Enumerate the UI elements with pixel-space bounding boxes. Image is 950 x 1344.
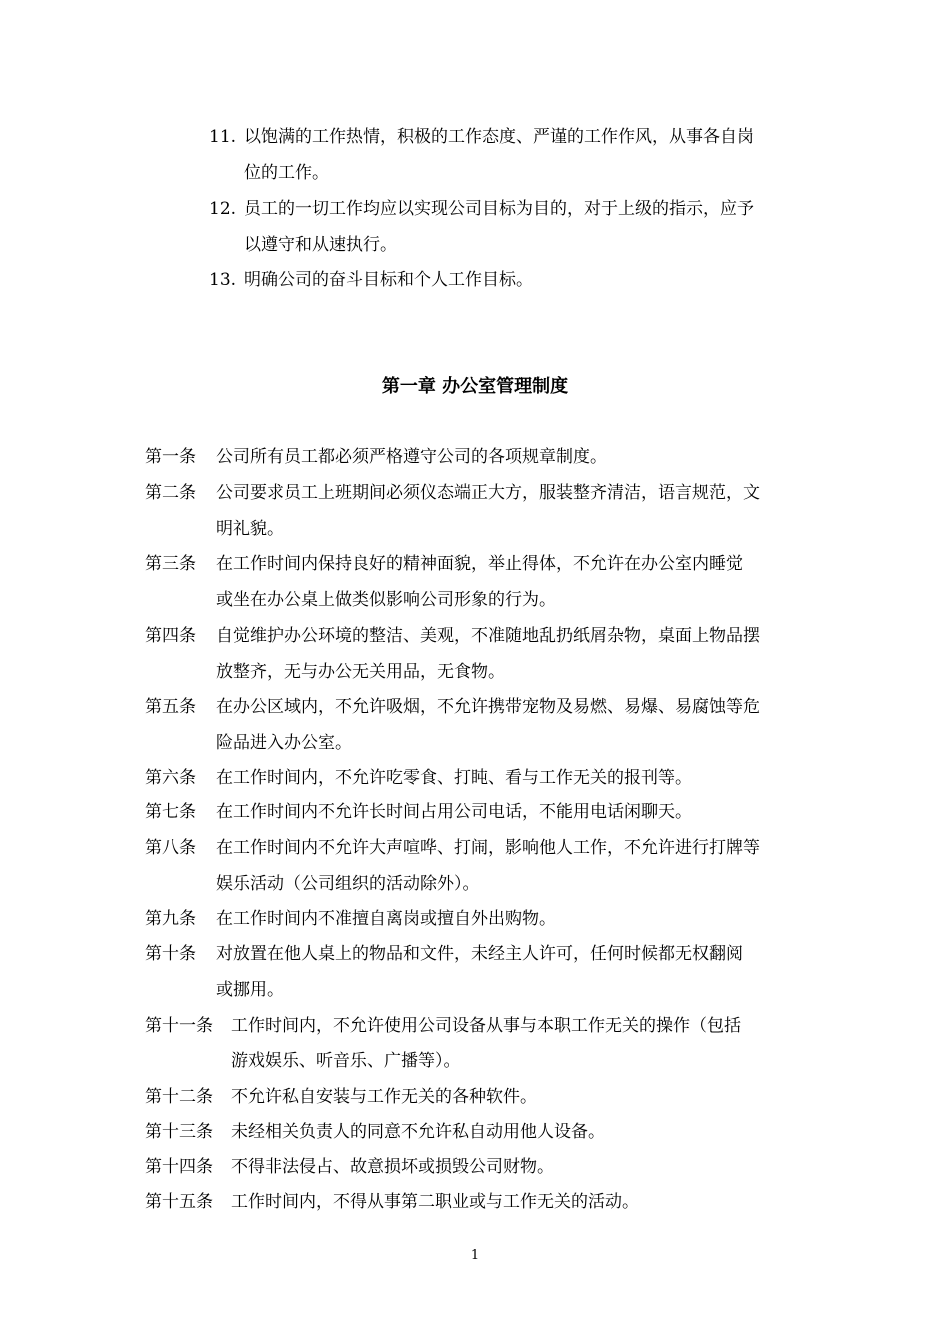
article-text: 公司要求员工上班期间必须仪态端正大方，服装整齐清洁，语言规范，文	[216, 483, 760, 503]
article-text: 未经相关负责人的同意不允许私自动用他人设备。	[231, 1122, 605, 1142]
article-label: 第十五条	[145, 1192, 213, 1212]
list-item-text: 员工的一切工作均应以实现公司目标为目的，对于上级的指示，应予	[244, 199, 754, 219]
article-text: 在工作时间内保持良好的精神面貌，举止得体，不允许在办公室内睡觉	[216, 554, 743, 574]
article-label: 第七条	[145, 802, 196, 822]
list-item-text: 以遵守和从速执行。	[244, 235, 397, 255]
article-label: 第十四条	[145, 1157, 213, 1177]
article-text: 对放置在他人桌上的物品和文件，未经主人许可，任何时候都无权翻阅	[216, 944, 743, 964]
article-text: 放整齐，无与办公无关用品，无食物。	[216, 662, 505, 682]
list-item-text: 以饱满的工作热情，积极的工作态度、严谨的工作作风，从事各自岗	[244, 127, 754, 147]
article-label: 第八条	[145, 838, 196, 858]
article-label: 第三条	[145, 554, 196, 574]
article-text: 娱乐活动（公司组织的活动除外）。	[216, 874, 480, 894]
list-item-text: 明确公司的奋斗目标和个人工作目标。	[244, 270, 533, 290]
list-item-number: 11.	[209, 127, 237, 147]
article-label: 第十一条	[145, 1016, 213, 1036]
article-label: 第十二条	[145, 1087, 213, 1107]
article-text: 在工作时间内不允许长时间占用公司电话，不能用电话闲聊天。	[216, 802, 692, 822]
article-label: 第六条	[145, 768, 196, 788]
article-text: 在工作时间内，不允许吃零食、打盹、看与工作无关的报刊等。	[216, 768, 692, 788]
article-label: 第四条	[145, 626, 196, 646]
article-text: 明礼貌。	[216, 519, 284, 539]
article-label: 第五条	[145, 697, 196, 717]
article-label: 第二条	[145, 483, 196, 503]
article-text: 公司所有员工都必须严格遵守公司的各项规章制度。	[216, 447, 607, 467]
article-text: 游戏娱乐、听音乐、广播等）。	[231, 1051, 461, 1071]
article-text: 工作时间内，不允许使用公司设备从事与本职工作无关的操作（包括	[231, 1016, 741, 1036]
article-text: 或挪用。	[216, 980, 284, 1000]
article-text: 不允许私自安装与工作无关的各种软件。	[231, 1087, 537, 1107]
article-text: 自觉维护办公环境的整洁、美观，不准随地乱扔纸屑杂物，桌面上物品摆	[216, 626, 760, 646]
article-text: 或坐在办公桌上做类似影响公司形象的行为。	[216, 590, 556, 610]
list-item-number: 13.	[209, 270, 237, 290]
list-item-number: 12.	[209, 199, 237, 219]
article-label: 第九条	[145, 909, 196, 929]
article-text: 在工作时间内不允许大声喧哗、打闹，影响他人工作，不允许进行打牌等	[216, 838, 760, 858]
article-text: 在工作时间内不准擅自离岗或擅自外出购物。	[216, 909, 556, 929]
list-item-text: 位的工作。	[244, 163, 329, 183]
article-text: 不得非法侵占、故意损坏或损毁公司财物。	[231, 1157, 554, 1177]
article-text: 险品进入办公室。	[216, 733, 352, 753]
chapter-title: 第一章 办公室管理制度	[381, 376, 569, 397]
article-label: 第一条	[145, 447, 196, 467]
article-text: 工作时间内，不得从事第二职业或与工作无关的活动。	[231, 1192, 639, 1212]
article-label: 第十条	[145, 944, 196, 964]
page-number: 1	[470, 1248, 480, 1263]
article-text: 在办公区域内，不允许吸烟，不允许携带宠物及易燃、易爆、易腐蚀等危	[216, 697, 760, 717]
article-label: 第十三条	[145, 1122, 213, 1142]
